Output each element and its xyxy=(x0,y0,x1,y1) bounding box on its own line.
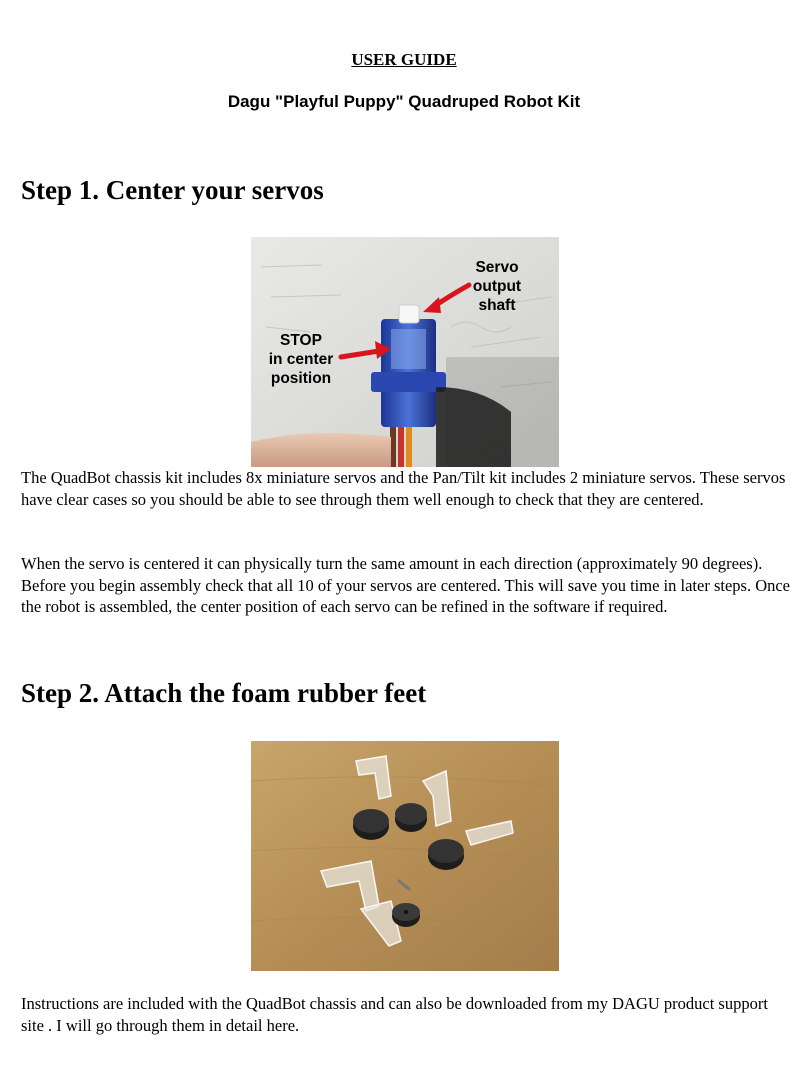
label-servo: Servo xyxy=(475,259,519,276)
servo-output-shaft xyxy=(399,305,419,323)
servo-photo xyxy=(251,237,559,467)
label-position: position xyxy=(270,370,332,387)
feet-photo xyxy=(251,741,559,971)
label-in-center: in center xyxy=(268,351,334,368)
step2-heading: Step 2. Attach the foam rubber feet xyxy=(21,678,427,708)
finger xyxy=(251,433,391,467)
label-shaft: shaft xyxy=(478,297,516,314)
label-output: output xyxy=(472,278,522,295)
step1-paragraph-1: The QuadBot chassis kit includes 8x miniature servos and the Pan/Tilt kit includes 2 miniature servos. These servos have clear cases so you should be able to see through them well enough to check that they are centered. xyxy=(21,468,786,509)
document-subtitle: Dagu "Playful Puppy" Quadruped Robot Kit xyxy=(227,92,581,111)
step1-paragraph-2: When the servo is centered it can physically turn the same amount in each direction (approximately 90 degrees). Before you begin assembly check that all 10 of your servos are centered. This will save you time in later steps. Once the robot is assembled, the center position of each servo can be refined in the software if required. xyxy=(21,554,791,616)
document-header: USER GUIDE xyxy=(351,50,457,69)
step1-heading: Step 1. Center your servos xyxy=(21,175,324,205)
step2-paragraph-1: Instructions are included with the QuadBot chassis and can also be downloaded from my DAGU product support site . I will go through them in detail here. xyxy=(21,994,768,1035)
label-stop: STOP xyxy=(280,332,322,349)
